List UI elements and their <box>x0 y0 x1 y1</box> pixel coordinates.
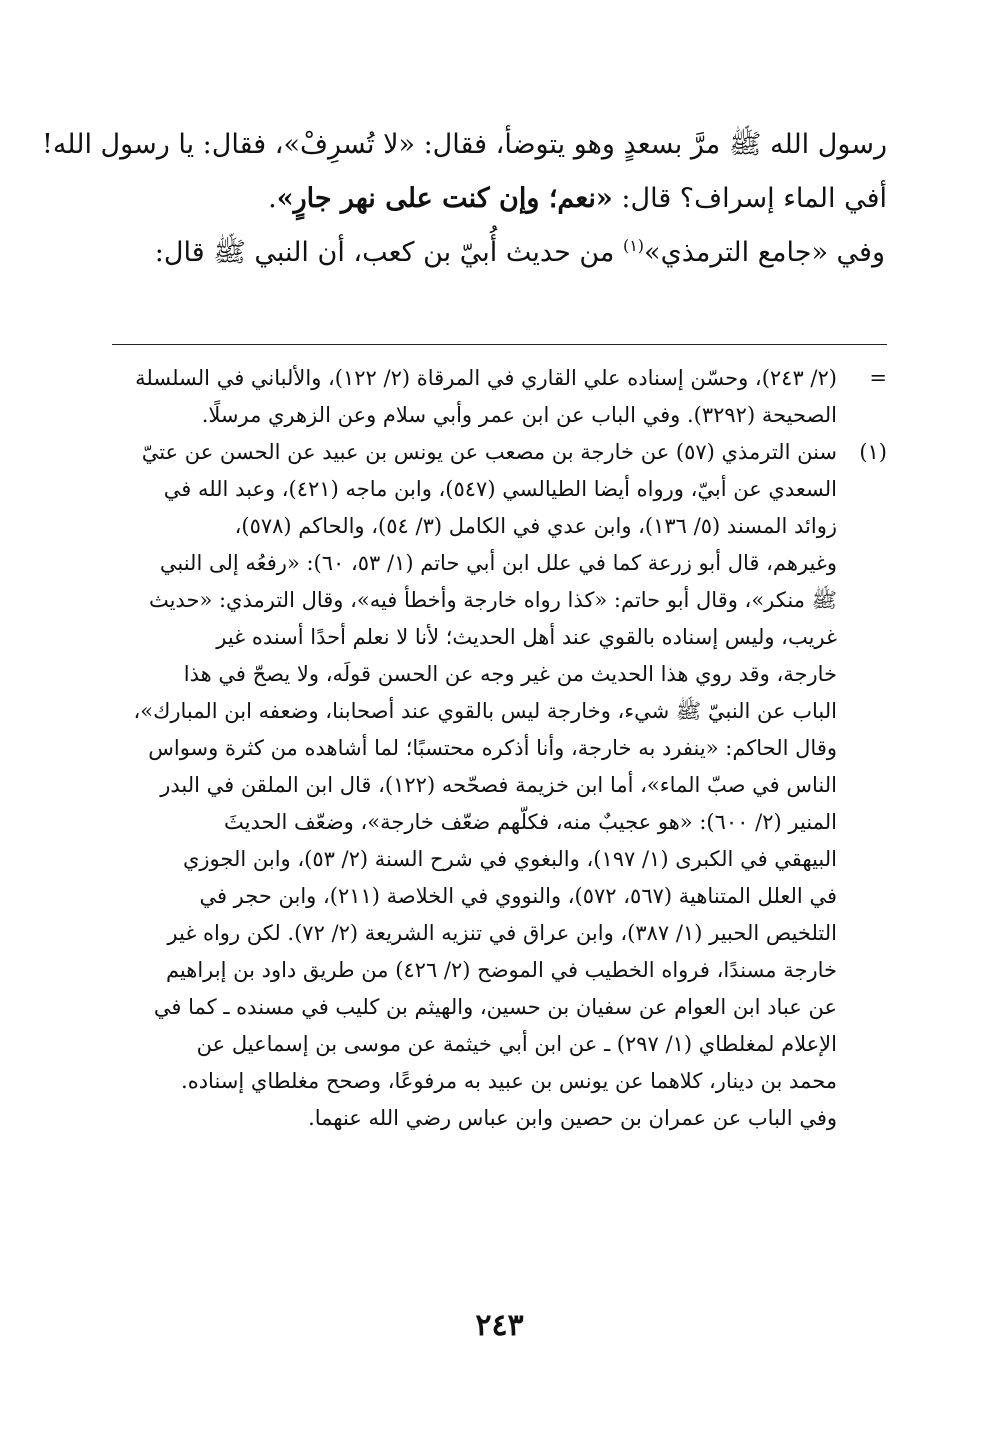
main-text-line-1-content: رسول الله ﷺ مرَّ بسعدٍ وهو يتوضأ، فقال: «لا تُسرِفْ»، فقال: يا رسول الله! <box>41 129 887 160</box>
footnote-continued <box>107 360 887 434</box>
main-text-line-2-plain: أفي الماء إسراف؟ قال: <box>612 183 887 214</box>
footnote-line: وغيرهم، قال أبو زرعة كما في علل ابن أبي حاتم (١/ ٥٣، ٦٠): «رفعُه إلى النبي <box>159 551 837 575</box>
footnote-reference: (١) <box>622 236 645 255</box>
footnote-line: التلخيص الحبير (١/ ٣٨٧)، وابن عراق في تنزيه الشريعة (٢/ ٧٢). لكن رواه غير <box>167 921 837 945</box>
main-text-line-1 <box>41 118 887 172</box>
main-text-line-2-end: . <box>268 183 277 214</box>
footnote-line: وفي الباب عن عمران بن حصين وابن عباس رضي الله عنهما. <box>308 1106 837 1130</box>
prophet-quote: «نعم؛ وإن كنت على نهر جارٍ» <box>276 183 613 214</box>
footnote-marker: (١) <box>859 440 887 464</box>
footnote-line: زوائد المسند (٥/ ١٣٦)، وابن عدي في الكامل (٣/ ٥٤)، والحاكم (٥٧٨)، <box>234 514 837 538</box>
page-number: ٢٤٣ <box>475 1308 524 1343</box>
footnote-line: (٢/ ٢٤٣)، وحسّن إسناده علي القاري في المرقاة (٢/ ١٢٢)، والألباني في السلسلة <box>135 366 837 390</box>
footnote-line: الناس في صبّ الماء»، أما ابن خزيمة فصحّحه (١٢٢)، قال ابن الملقن في البدر <box>160 773 837 797</box>
footnote-1 <box>107 434 887 1137</box>
main-text-line-3-part-2: من حديث أُبيّ بن كعب، أن النبي ﷺ قال: <box>154 237 623 268</box>
footnote-line: عن عباد ابن العوام عن سفيان بن حسين، والهيثم بن كليب في مسنده ـ كما في <box>153 995 837 1019</box>
footnote-line: غريب، وليس إسناده بالقوي عند أهل الحديث؛ لأنا لا نعلم أحدًا أسنده غير <box>216 625 837 649</box>
footnote-line: السعدي عن أبيّ، ورواه أيضا الطيالسي (٥٤٧)، وابن ماجه (٤٢١)، وعبد الله في <box>163 477 837 501</box>
footnote-marker: = <box>869 366 887 390</box>
footnote-line: خارجة، وقد روي هذا الحديث من غير وجه عن الحسن قولَه، ولا يصحّ في هذا <box>183 662 837 686</box>
footnote-line: خارجة مسندًا، فرواه الخطيب في الموضح (٢/ ٤٢٦) من طريق داود بن إبراهيم <box>165 958 837 982</box>
main-text-line-2 <box>107 172 887 226</box>
footnote-line: الباب عن النبيّ ﷺ شيء، وخارجة ليس بالقوي عند أصحابنا، وضعفه ابن المبارك»، <box>133 699 837 723</box>
footnote-line: ﷺ منكر»، وقال أبو حاتم: «كذا رواه خارجة وأخطأ فيه»، وقال الترمذي: «حديث <box>148 588 837 612</box>
main-text <box>41 118 887 280</box>
footnote-line: سنن الترمذي (٥٧) عن خارجة بن مصعب عن يونس بن عبيد عن الحسن عن عتيّ <box>141 440 837 464</box>
footnote-line: محمد بن دينار، كلاهما عن يونس بن عبيد به مرفوعًا، وصحح مغلطاي إسناده. <box>181 1069 837 1093</box>
main-text-line-3-part-1: وفي «جامع الترمذي» <box>644 237 885 268</box>
footnote-line: الصحيحة (٣٢٩٢). وفي الباب عن ابن عمر وأبي سلام وعن الزهري مرسلًا. <box>201 403 837 427</box>
footnote-line: في العلل المتناهية (٥٦٧، ٥٧٢)، والنووي في الخلاصة (٢١١)، وابن حجر في <box>199 884 837 908</box>
footnote-line: البيهقي في الكبرى (١/ ١٩٧)، والبغوي في شرح السنة (٢/ ٥٣)، وابن الجوزي <box>182 847 837 871</box>
footnote-line: المنير (٢/ ٦٠٠): «هو عجيبٌ منه، فكلّهم ضعّف خارجة»، وضعّف الحديثَ <box>224 810 837 834</box>
footnote-line: الإعلام لمغلطاي (١/ ٢٩٧) ـ عن ابن أبي خيثمة عن موسى بن إسماعيل عن <box>196 1032 837 1056</box>
footnote-line: وقال الحاكم: «ينفرد به خارجة، وأنا أذكره محتسبًا؛ لما أشاهده من كثرة وسواس <box>148 736 837 760</box>
footnote-separator <box>112 344 887 345</box>
main-text-line-3 <box>107 226 885 280</box>
footnotes <box>107 360 887 1137</box>
